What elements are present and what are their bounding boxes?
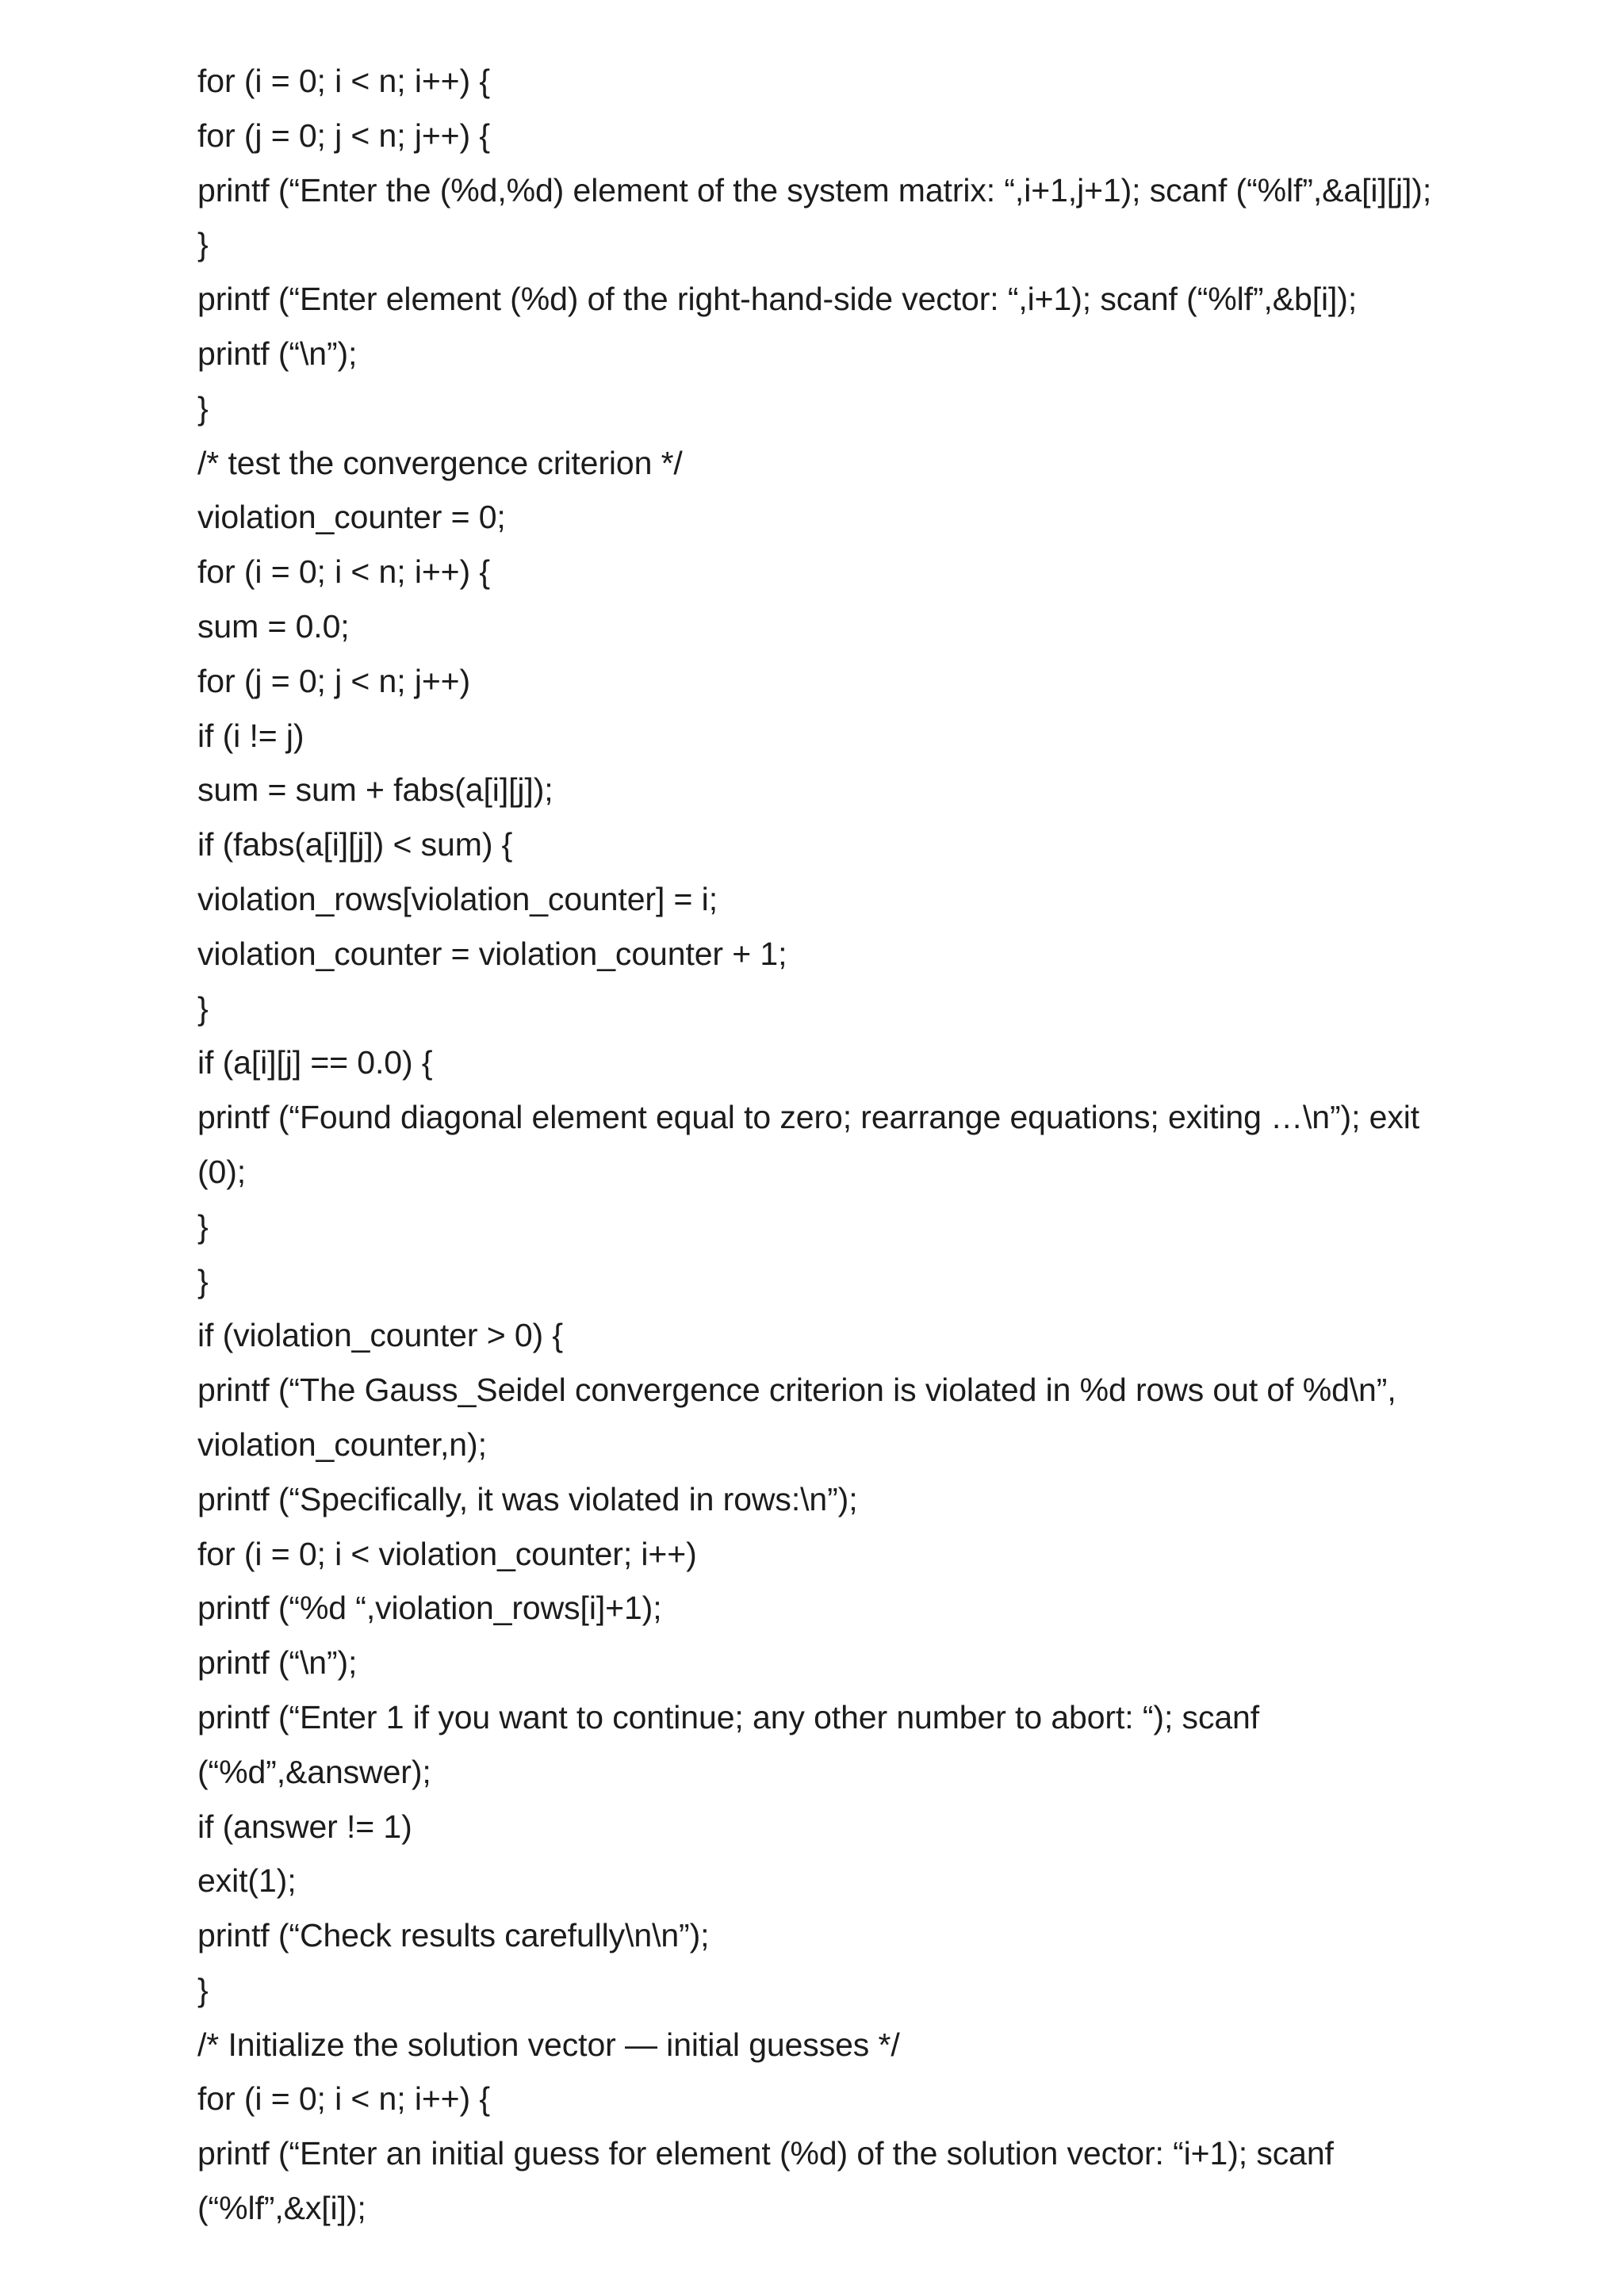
- code-line: sum = 0.0;: [197, 607, 350, 645]
- code-line: exit(1);: [197, 1862, 297, 1900]
- code-line: printf (“The Gauss_Seidel convergence criterion is violated in %d rows out of %d\n”,: [197, 1372, 1396, 1409]
- code-line: for (i = 0; i < n; i++) {: [197, 2080, 490, 2118]
- code-line: }: [197, 1207, 209, 1245]
- code-listing: [197, 54, 1466, 2236]
- code-line: }: [197, 389, 209, 427]
- code-line: (“%lf”,&x[i]);: [197, 2190, 366, 2227]
- code-line: violation_counter,n);: [197, 1425, 487, 1463]
- code-line: printf (“Check results carefully\n\n”);: [197, 1917, 710, 1954]
- code-line: printf (“Enter an initial guess for element (%d) of the solution vector: “i+1); scanf: [197, 2135, 1334, 2172]
- code-line: sum = sum + fabs(a[i][j]);: [197, 771, 553, 809]
- code-line: if (answer != 1): [197, 1808, 412, 1845]
- code-line: }: [197, 1262, 209, 1299]
- code-comment: /* Initialize the solution vector — initial guesses */: [197, 2026, 900, 2063]
- code-line: printf (“Specifically, it was violated in rows:\n”);: [197, 1480, 858, 1517]
- code-line: (“%d”,&answer);: [197, 1753, 431, 1790]
- code-line: violation_counter = 0;: [197, 499, 506, 536]
- code-line: }: [197, 1971, 209, 2008]
- code-line: printf (“Found diagonal element equal to zero; rearrange equations; exiting …\n”); exit: [197, 1099, 1420, 1136]
- code-line: if (a[i][j] == 0.0) {: [197, 1044, 433, 1081]
- code-line: for (j = 0; j < n; j++): [197, 662, 471, 699]
- code-line: }: [197, 989, 209, 1027]
- code-line: (0);: [197, 1153, 247, 1190]
- code-line: for (j = 0; j < n; j++) {: [197, 117, 490, 154]
- code-comment: /* test the convergence criterion */: [197, 444, 683, 481]
- code-line: violation_counter = violation_counter + 1;: [197, 935, 787, 972]
- code-line: printf (“Enter 1 if you want to continue; any other number to abort: “); scanf: [197, 1698, 1260, 1735]
- code-line: printf (“Enter element (%d) of the right-hand-side vector: “,i+1); scanf (“%lf”,&b[i]);: [197, 281, 1358, 318]
- code-line: violation_rows[violation_counter] = i;: [197, 880, 718, 917]
- code-line: if (fabs(a[i][j]) < sum) {: [197, 826, 513, 863]
- code-line: if (violation_counter > 0) {: [197, 1317, 563, 1354]
- code-line: printf (“%d “,violation_rows[i]+1);: [197, 1590, 662, 1627]
- code-line: printf (“\n”);: [197, 335, 358, 372]
- code-line: for (i = 0; i < n; i++) {: [197, 63, 490, 99]
- code-line: for (i = 0; i < violation_counter; i++): [197, 1535, 697, 1572]
- code-line: printf (“Enter the (%d,%d) element of the system matrix: “,i+1,j+1); scanf (“%lf”,&a[i][j]);: [197, 171, 1432, 209]
- code-line: if (i != j): [197, 717, 304, 754]
- code-line: }: [197, 226, 209, 263]
- code-line: printf (“\n”);: [197, 1644, 358, 1682]
- code-line: for (i = 0; i < n; i++) {: [197, 553, 490, 591]
